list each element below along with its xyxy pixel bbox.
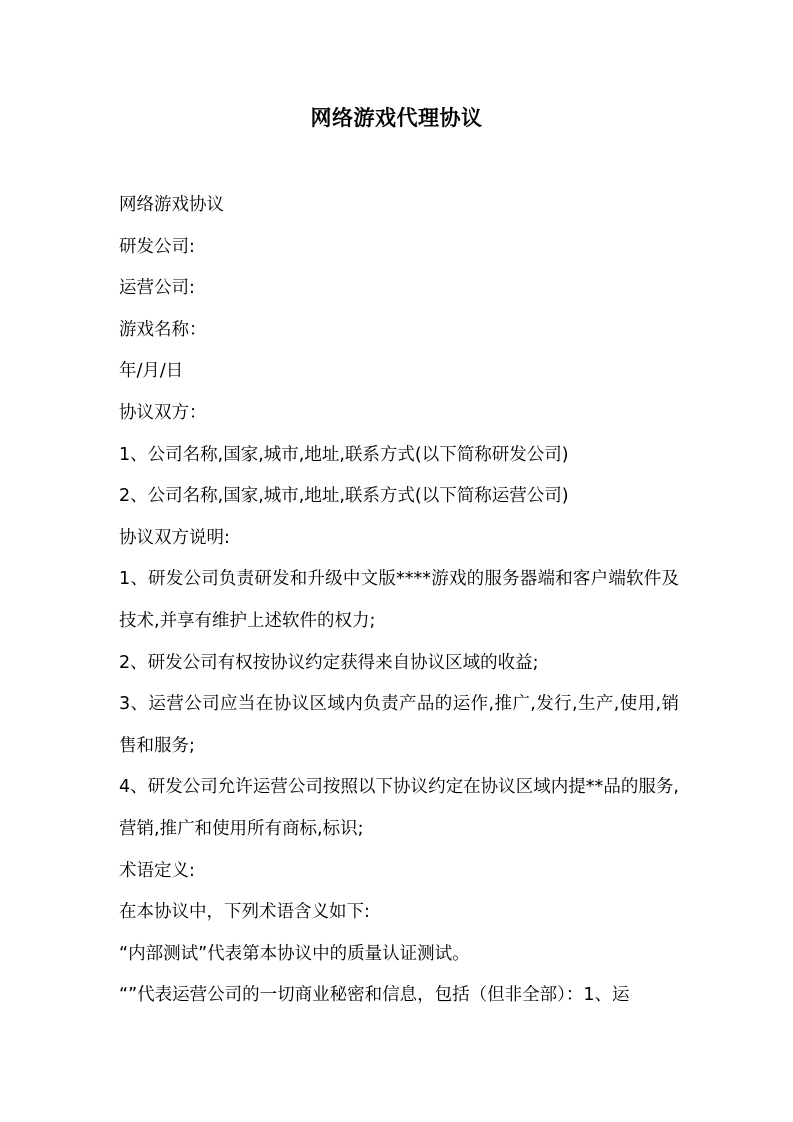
text-line: 游戏名称： — [119, 319, 207, 340]
paragraph: 3、运营公司应当在协议区域内负责产品的运作,推广,发行,生产,使用,销售和服务; — [119, 694, 679, 756]
text-line: 2、公司名称,国家,城市,地址,联系方式(以下简称运营公司) — [119, 486, 569, 507]
text-line: 年/月/日 — [119, 361, 184, 382]
paragraph: 4、研发公司允许运营公司按照以下协议约定在协议区域内提**品的服务,营销,推广和使用所有商标,标识; — [119, 777, 679, 839]
text-line: 网络游戏协议 — [119, 195, 224, 215]
document-title: 网络游戏代理协议 — [310, 106, 483, 130]
text-line: 运营公司: — [119, 278, 195, 299]
document-body — [119, 185, 679, 1017]
text-line: 研发公司: — [119, 236, 195, 257]
paragraph: 1、研发公司负责研发和升级中文版****游戏的服务器端和客户端软件及技术,并享有维护上述软件的权力; — [119, 569, 679, 631]
text-line: “内部测试”代表第本协议中的质量认证测试。 — [119, 943, 470, 964]
text-line: 协议双方说明: — [119, 527, 230, 548]
text-line: 1、公司名称,国家,城市,地址,联系方式(以下简称研发公司) — [119, 444, 569, 465]
text-line: 术语定义: — [119, 860, 195, 881]
paragraph: 2、研发公司有权按协议约定获得来自协议区域的收益; — [119, 652, 539, 673]
text-line: 协议双方： — [119, 402, 207, 423]
text-line: “”代表运营公司的一切商业秘密和信息，包括（但非全部）：1、运 — [119, 985, 630, 1006]
text-line: 在本协议中，下列术语含义如下: — [119, 902, 370, 923]
